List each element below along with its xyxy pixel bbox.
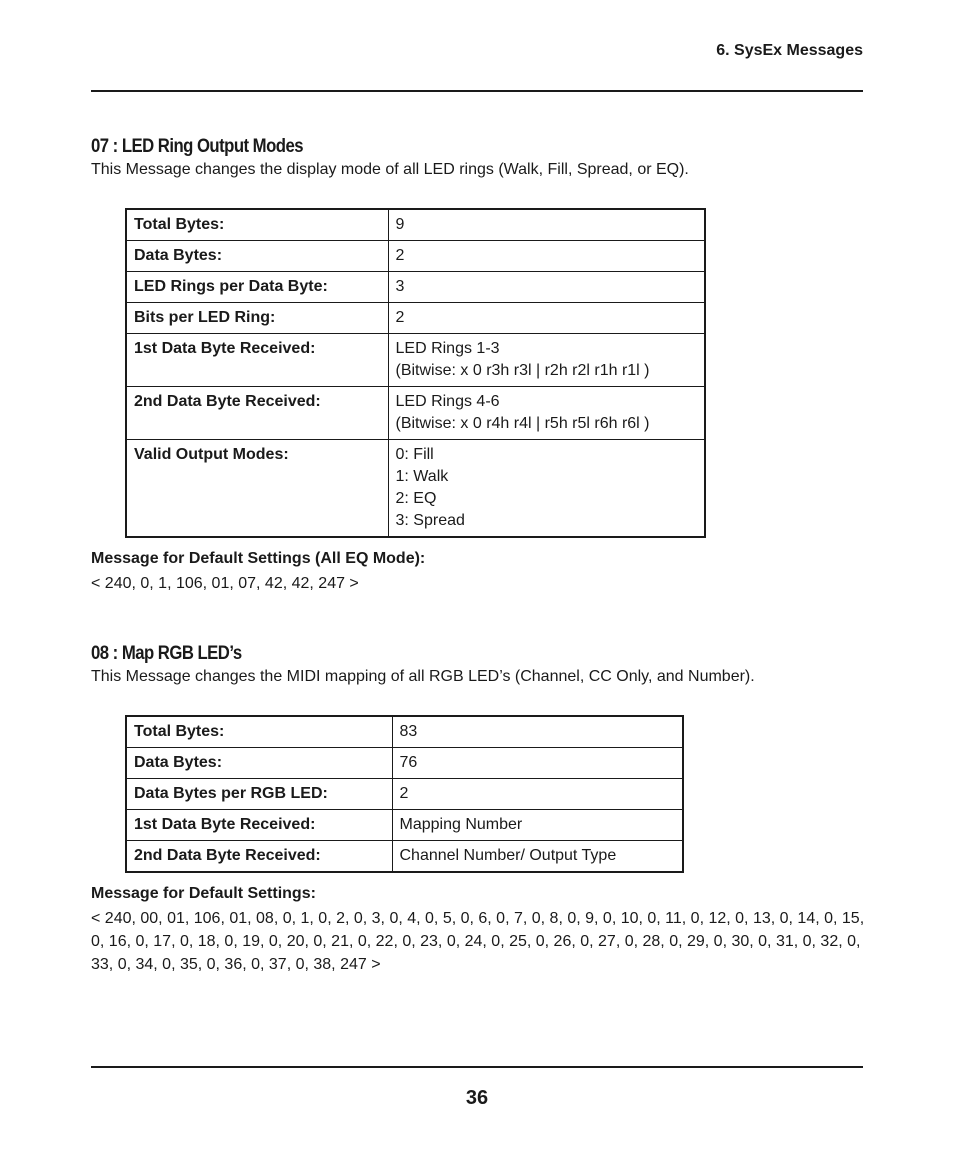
spec-value [388,241,705,272]
section-heading-led-ring-output-modes: 07 : LED Ring Output Modes [91,136,303,157]
spec-key: 2nd Data Byte Received: [126,387,388,440]
header-section-title: 6. SysEx Messages [716,42,863,59]
spec-key: Data Bytes: [126,748,392,779]
spec-value-line: 2 [395,247,405,264]
section-description-led-ring: This Message changes the display mode of all LED rings (Walk, Fill, Spread, or EQ). [91,161,689,178]
footer-divider [91,1066,863,1068]
spec-value-line: (Bitwise: x 0 r4h r4l | r5h r5l r6h r6l ) [395,415,650,432]
spec-value-line: 9 [395,216,405,233]
spec-value [392,748,683,779]
spec-value [388,440,705,538]
page-number: 36 [465,1087,489,1109]
spec-value [388,209,705,241]
spec-value [388,387,705,440]
default-message-label-led-ring: Message for Default Settings (All EQ Mode): [91,550,426,567]
spec-row [126,779,683,810]
spec-row [126,841,683,873]
spec-key: Data Bytes per RGB LED: [126,779,392,810]
spec-row [126,334,705,387]
spec-key: 1st Data Byte Received: [126,334,388,387]
spec-row [126,716,683,748]
default-message-led-ring: < 240, 0, 1, 106, 01, 07, 42, 42, 247 > [91,575,359,592]
spec-row [126,209,705,241]
spec-value [388,272,705,303]
spec-value [392,810,683,841]
spec-value [392,841,683,873]
spec-key: Bits per LED Ring: [126,303,388,334]
spec-row [126,387,705,440]
spec-value-line: 2: EQ [395,490,437,507]
spec-value [388,303,705,334]
spec-value-line: Channel Number/ Output Type [399,847,617,864]
spec-value [392,716,683,748]
spec-row [126,440,705,538]
spec-value-line: 76 [399,754,418,771]
spec-value-line: 3 [395,278,405,295]
spec-value-line: Mapping Number [399,816,523,833]
default-message-label-rgb-leds: Message for Default Settings: [91,885,316,902]
spec-key: Total Bytes: [126,716,392,748]
spec-key: Total Bytes: [126,209,388,241]
led-ring-spec-table [125,208,706,538]
spec-value-line: 83 [399,723,418,740]
spec-key: 2nd Data Byte Received: [126,841,392,873]
spec-row [126,241,705,272]
rgb-led-spec-rows [126,716,683,872]
default-message-rgb-leds: < 240, 00, 01, 106, 01, 08, 0, 1, 0, 2, 0, 3, 0, 4, 0, 5, 0, 6, 0, 7, 0, 8, 0, 9, 0, 10, 0, 11, 0, 12, 0, 13, 0, 14, 0, 15, 0, 16, 0, 17, 0, 18, 0, 19, 0, 20, 0, 21, 0, 22, 0, 23, 0, 24, 0, 25, 0, 26, 0, 27, 0, 28, 0, 29, 0, 30, 0, 31, 0, 32, 0, 33, 0, 34, 0, 35, 0, 36, 0, 37, 0, 38, 247 > [91,910,865,973]
spec-row [126,303,705,334]
spec-key: LED Rings per Data Byte: [126,272,388,303]
spec-value-line: 2 [399,785,409,802]
spec-key: Valid Output Modes: [126,440,388,538]
spec-value-line: 1: Walk [395,468,449,485]
spec-value-line: 0: Fill [395,446,434,463]
spec-value-line: LED Rings 1-3 [395,340,500,357]
spec-row [126,748,683,779]
spec-key: Data Bytes: [126,241,388,272]
spec-value-line: 3: Spread [395,512,465,529]
section-heading-map-rgb-leds: 08 : Map RGB LED’s [91,643,242,664]
spec-row [126,810,683,841]
rgb-led-spec-table [125,715,684,873]
spec-key: 1st Data Byte Received: [126,810,392,841]
spec-value [392,779,683,810]
section-description-rgb-leds: This Message changes the MIDI mapping of all RGB LED’s (Channel, CC Only, and Number). [91,668,755,685]
spec-row [126,272,705,303]
led-ring-spec-rows [126,209,705,537]
spec-value-line: 2 [395,309,405,326]
spec-value-line: (Bitwise: x 0 r3h r3l | r2h r2l r1h r1l ) [395,362,650,379]
spec-value-line: LED Rings 4-6 [395,393,500,410]
header-divider [91,90,863,92]
spec-value [388,334,705,387]
